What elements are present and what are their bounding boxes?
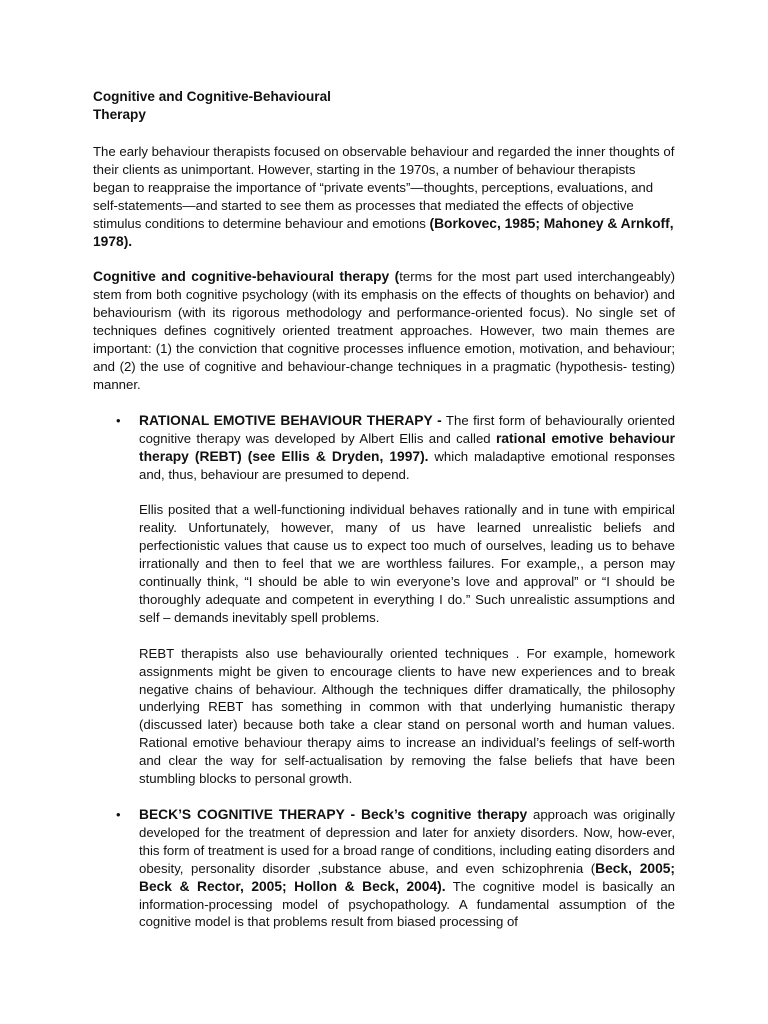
page-title xyxy=(93,88,675,124)
intro-paragraph xyxy=(93,143,675,250)
bullet-icon: • xyxy=(116,807,121,822)
intro-citation: (Borkovec, 1985; Mahoney & Arnkoff, 1978). xyxy=(93,215,674,249)
list-item-rebt xyxy=(93,412,675,806)
rebt-paragraph-2: Ellis posited that a well-functioning individual behaves rationally and in tune with empirical reality. Unfortunately, however, many of us have learned unrealistic beliefs and perfectionistic values that cause us to expect too much of ourselves, leading us to behave irrationally and then to feel that we are worthless failures. For example,, a person may continually think, “I should be able to win everyone’s love and approval” or “I should be thoroughly adequate and competent in everything I do.” Such unrealistic assumptions and self – demands inevitably spell problems. xyxy=(139,502,675,625)
spacer xyxy=(93,394,675,412)
beck-text-2: The cognitive model is basically an information-processing model of psychopathology. A fundamental assumption of the cognitive model is that problems result from biased processing of xyxy=(139,878,675,930)
rebt-paragraph-3: REBT therapists also use behaviourally oriented techniques . For example, homework assignments might be given to encourage clients to have new experiences and to break negative chains of behaviour. Although the techniques differ dramatically, the philosophy underlying REBT has something in common with that underlying humanistic therapy (discussed later) because both take a clear stand on personal worth and human values. Rational emotive behaviour therapy aims to increase an individual’s feelings of self-worth and clear the way for self-actualisation by removing the false beliefs that have been stumbling blocks to personal growth. xyxy=(139,645,675,787)
cbt-lead: Cognitive and cognitive-behavioural therapy ( xyxy=(93,269,400,285)
cbt-text: terms for the most part used interchangeably) stem from both cognitive psychology (with its emphasis on the effects of thoughts on behavior) and behaviourism (with its rigorous methodology and performance-oriented focus). No single set of techniques defines cognitively oriented treatment approaches. However, two main themes are important: (1) the conviction that cognitive processes influence emotion, motivation, and behaviour; and (2) the use of cognitive and behaviour-change techniques in a pragmatic (hypothesis- testing) manner. xyxy=(93,269,675,392)
spacer xyxy=(139,788,675,806)
spacer xyxy=(139,627,675,645)
spacer xyxy=(139,483,675,501)
beck-citation: Beck, 2005; Beck & Rector, 2005; Hollon & Beck, 2004). xyxy=(139,860,676,894)
rebt-text-1: The first form of behaviourally oriented cognitive therapy was developed by Albert Ellis and called xyxy=(139,412,676,446)
beck-heading: BECK’S COGNITIVE THERAPY - Beck’s cognitive therapy xyxy=(139,807,528,822)
rebt-heading: RATIONAL EMOTIVE BEHAVIOUR THERAPY - xyxy=(139,412,442,428)
beck-text-1: approach was originally developed for the treatment of depression and later for anxiety disorders. Now, how-ever, this form of treatment is used for a broad range of conditions, including eating disorders and obesity, personality disorder ,substance abuse, and even schizophrenia ( xyxy=(139,807,675,876)
list-item-beck xyxy=(93,806,675,931)
title-line-1: Cognitive and Cognitive-Behavioural xyxy=(93,89,331,104)
cbt-paragraph xyxy=(93,268,675,393)
title-line-2: Therapy xyxy=(93,107,146,122)
bullet-icon: • xyxy=(116,412,121,428)
rebt-text-2: which maladaptive emotional responses and, thus, behaviour are presumed to depend. xyxy=(139,448,675,482)
spacer xyxy=(93,250,675,268)
document-body xyxy=(93,88,675,931)
rebt-bold-term: rational emotive behaviour therapy (REBT) (see Ellis & Dryden, 1997). xyxy=(139,430,675,464)
rebt-paragraph-1 xyxy=(139,412,675,484)
beck-paragraph xyxy=(139,806,675,931)
intro-text: The early behaviour therapists focused on observable behaviour and regarded the inner thoughts of their clients as unimportant. However, starting in the 1970s, a number of behaviour therapists began to reappraise the importance of “private events”—thoughts, perceptions, evaluations, and self-statements—and started to see them as processes that mediated the effects of objective stimulus conditions to determine behaviour and emotions xyxy=(93,144,675,231)
therapy-list xyxy=(93,412,675,932)
